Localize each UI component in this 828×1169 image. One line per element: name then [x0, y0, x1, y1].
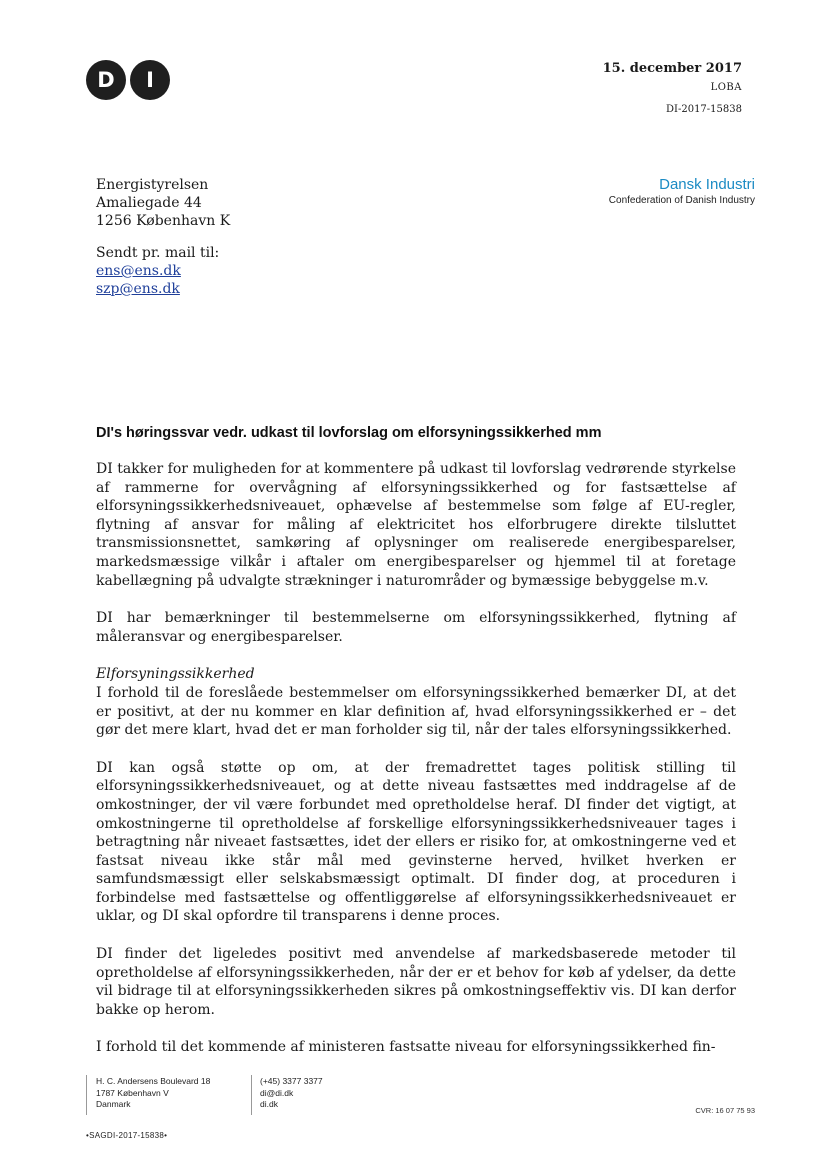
- addressee-block: [96, 176, 230, 230]
- di-logo: [86, 60, 172, 102]
- letter-date: 15. december 2017: [602, 61, 742, 76]
- paragraph: DI har bemærkninger til bestemmelserne om elforsyningssikkerhed, flytning af måleransvar og energibesparelser.: [96, 610, 736, 645]
- footer-address-line: 1787 København V: [96, 1087, 169, 1098]
- footer-contact: [260, 1076, 323, 1111]
- brand-name: Dansk Industri: [659, 176, 755, 193]
- email-link-szp[interactable]: szp@ens.dk: [96, 281, 180, 297]
- paragraph: DI finder det ligeledes positivt med anvendelse af markedsbaserede metoder til opretholdelse af elforsyningssikkerheden, når der er et behov for køb af ydelser, da dette vil bidrage til at elforsyningssikkerheden sikres på omkostningseffektiv vis. DI kan derfor bakke op herom.: [96, 946, 736, 1018]
- footer-website[interactable]: di.dk: [260, 1099, 278, 1109]
- brand-subtitle: Confederation of Danish Industry: [608, 195, 755, 206]
- document-title: DI's høringssvar vedr. udkast til lovforslag om elforsyningssikkerhed mm: [96, 425, 602, 441]
- addressee-name: Energistyrelsen: [96, 177, 209, 193]
- logo-letter-d: D: [86, 60, 126, 100]
- footer-phone: (+45) 3377 3377: [260, 1076, 323, 1086]
- footer-address-line: H. C. Andersens Boulevard 18: [96, 1076, 211, 1086]
- barcode-text: •SAGDI-2017-15838•: [86, 1131, 168, 1140]
- logo-letter-i: I: [130, 60, 170, 100]
- section-heading: Elforsyningssikkerhed: [96, 666, 255, 683]
- paragraph: DI takker for muligheden for at kommentere på udkast til lovforslag vedrørende styrkelse af rammerne for overvågning af elforsyningssikkerhed og for fastsættelse af elforsyningssikkerhedsniveauet, ophævelse af bestemmelse som følge af EU-regler, flytning af ansvar for måling af elektricitet hos elforbrugere direkte tilsluttet transmissionsnettet, samkøring af oplysninger om realiserede energibesparelser, markedsmæssige vilkår i aftaler om energibesparelser og hjemmel til at foretage kabellægning på udvalgte strækninger i naturområder og bymæssige bebyggelse m.v.: [96, 461, 736, 589]
- footer-email[interactable]: di@di.dk: [260, 1087, 294, 1098]
- footer-address: [96, 1076, 210, 1111]
- paragraph: I forhold til de foreslåede bestemmelser om elforsyningssikkerhed bemærker DI, at det er positivt, at der nu kommer en klar definition af, hvad elforsyningssikkerhed er – det gør det mere klart, hvad det er man forholder sig til, når der tales elforsyningssikkerhed.: [96, 684, 736, 739]
- author-initials: LOBA: [710, 82, 742, 93]
- document-body: [96, 460, 736, 1076]
- footer-address-line: Danmark: [96, 1099, 131, 1109]
- cvr-number: CVR: 16 07 75 93: [695, 1106, 755, 1115]
- sent-to-block: [96, 244, 219, 298]
- addressee-street: Amaliegade 44: [96, 195, 202, 211]
- paragraph: DI kan også støtte op om, at der fremadrettet tages politisk stilling til elforsyningssikkerhedsniveauet, og at dette niveau fastsættes med inddragelse af de omkostninger, der vil være forbundet med opretholdelse heraf. DI finder det vigtigt, at omkostningerne til opretholdelse af forskellige elforsyningssikkerhedsniveauer tages i betragtning når niveaet fastsættes, idet der ellers er risiko for, at omkostningerne ved et fastsat niveau ikke står mål med gevinsterne herved, hvilket hverken er samfundsmæssigt eller selskabsmæssigt optimalt. DI finder dog, at proceduren i forbindelse med fastsættelse og offentliggørelse af elforsyningssikkerhedsniveauet er uklar, og DI skal opfordre til transparens i denne proces.: [96, 759, 736, 925]
- email-link-ens[interactable]: ens@ens.dk: [96, 263, 181, 279]
- paragraph: I forhold til det kommende af ministeren fastsatte niveau for elforsyningssikkerhed fin-: [96, 1039, 716, 1056]
- addressee-city: 1256 København K: [96, 213, 231, 229]
- footer-divider: [251, 1075, 252, 1115]
- sent-label: Sendt pr. mail til:: [96, 245, 220, 261]
- reference-number: DI-2017-15838: [666, 104, 742, 115]
- footer-divider: [86, 1075, 87, 1115]
